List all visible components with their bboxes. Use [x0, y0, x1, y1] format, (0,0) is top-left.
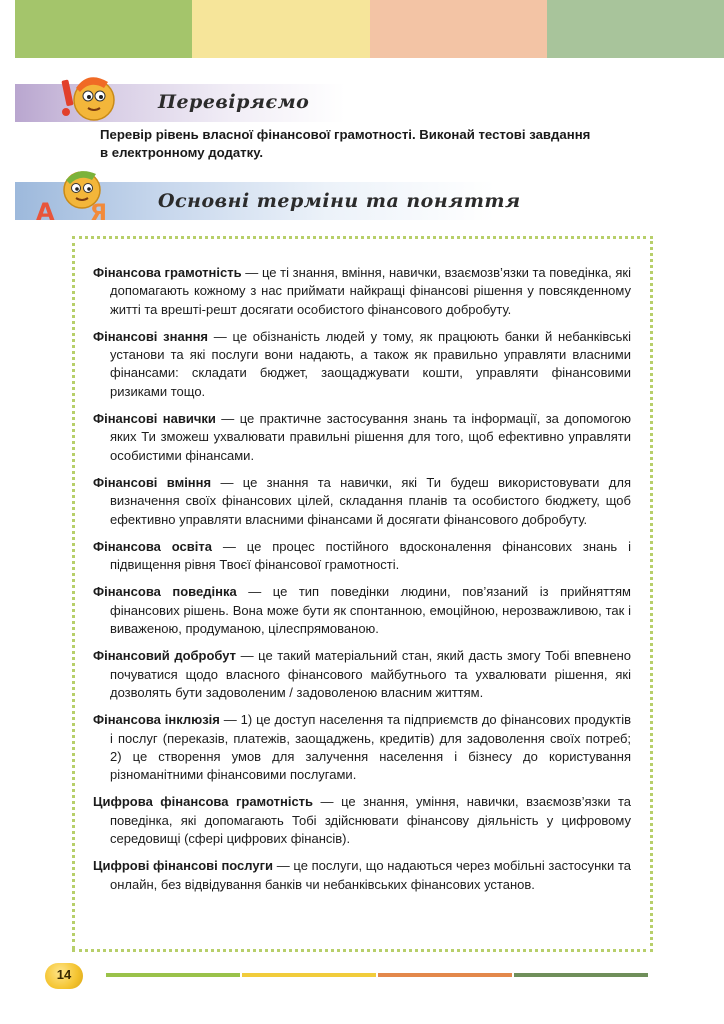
strip-segment-green [15, 0, 192, 58]
footer-line-orange [378, 973, 512, 977]
definition-item [93, 474, 631, 529]
definition-term: Фінансовий добробут [93, 648, 237, 664]
strip-segment-sage [547, 0, 724, 58]
definition-text: — 1) це доступ населення та підприємств до фінансових продуктів і послуг (переказів, платежів, заощаджень, кредитів) для задоволення своїх потреб; 2) це створення умов для залучення населення і бізнесу до користування різноманітними фінансовими послугами. [110, 712, 631, 783]
definition-item [93, 711, 631, 784]
definition-term: Фінансова освіта [93, 538, 212, 554]
definition-term: Фінансові знання [93, 328, 209, 344]
definition-text: — це обізнаність людей у тому, як працюють банки й небанківські установи та які послуги вони надають, а також як правильно управляти власними фінансами: складати бюджет, заощаджувати кошти, управляти фінансовими ризиками тощо. [110, 328, 631, 399]
definition-item [93, 328, 631, 401]
definition-term: Цифрова фінансова грамотність [93, 794, 314, 810]
letter-a: А [36, 198, 55, 224]
definition-text: — це практичне застосування знань та інформації, за допомогою яких Ти зможеш ухвалювати правильні рішення для того, щоб ефективно управляти особистими фінансами. [110, 411, 631, 463]
intro-line-1: Перевір рівень власної фінансової грамотності. Виконай тестові завдання [100, 127, 591, 142]
definitions-frame-left [72, 236, 75, 949]
strip-segment-peach [370, 0, 547, 58]
definition-item [93, 264, 631, 319]
definition-text: — це знання, уміння, навички, взаємозв’язки та поведінка, які допомагають Тобі здійснювати фінансову діяльність у цифровому середовищі (сфері цифрових фінансів). [110, 794, 632, 847]
definition-term: Фінансова інклюзія [93, 712, 220, 728]
top-color-strip [15, 0, 724, 58]
intro-line-2: в електронному додатку. [100, 145, 264, 160]
definition-text: — це ті знання, вміння, навички, взаємозв’язки та поведінка, які допомагають кожному з нас приймати найкращі фінансові рішення у повсякденному житті та врешті-решт досягати особистого фінансового добробуту. [110, 265, 632, 317]
definition-text: — це послуги, що надаються через мобільні застосунки та онлайн, без відвідування банків чи небанківських фінансових установ. [110, 858, 631, 892]
definition-item [93, 583, 631, 638]
definition-text: — це такий матеріальний стан, який дасть змогу Тобі впевнено почуватися щодо власного фінансового майбутнього та ухвалювати рішення, які дозволять бути задоволеним / задоволеною власним життям. [110, 648, 632, 700]
definition-text: — це тип поведінки людини, пов’язаний із прийняттям фінансових рішень. Вона може бути як спонтанною, емоційною, нерозважливою, так і виваженою, продуманою, цілеспрямованою. [110, 584, 631, 637]
footer-line-yellow [242, 973, 376, 977]
definition-term: Фінансова поведінка [93, 584, 237, 600]
alphabet-character-icon [26, 166, 116, 224]
definition-text: — це знання та навички, які Ти будеш використовувати для визначення своїх фінансових цілей, складання планів та особистого бюджету, щоб ефективно управляти власними фінансами й досягати фінансового добробуту. [110, 474, 631, 527]
page-number: 14 [56, 967, 72, 982]
definition-item [93, 857, 631, 894]
definition-term: Фінансові вміння [93, 474, 212, 490]
definition-item [93, 410, 631, 465]
strip-segment-yellow [192, 0, 369, 58]
definition-term: Цифрові фінансові послуги [93, 858, 274, 874]
definition-item [93, 538, 631, 575]
section-title-terms: Основні терміни та поняття [158, 190, 521, 212]
thinking-character-icon [58, 66, 118, 128]
definition-term: Фінансові навички [93, 411, 216, 427]
definition-item [93, 793, 631, 848]
definition-text: — це процес постійного вдосконалення фінансових знань і підвищення рівня Твоєї фінансової грамотності. [110, 538, 631, 573]
definition-term: Фінансова грамотність [93, 265, 242, 280]
letter-ya: Я [90, 201, 107, 224]
footer-line-olive [514, 973, 648, 977]
definitions-list [93, 264, 631, 903]
intro-text [100, 126, 660, 162]
section-title-check: Перевіряємо [158, 91, 310, 113]
footer-line-green [106, 973, 240, 977]
definition-item [93, 647, 631, 702]
